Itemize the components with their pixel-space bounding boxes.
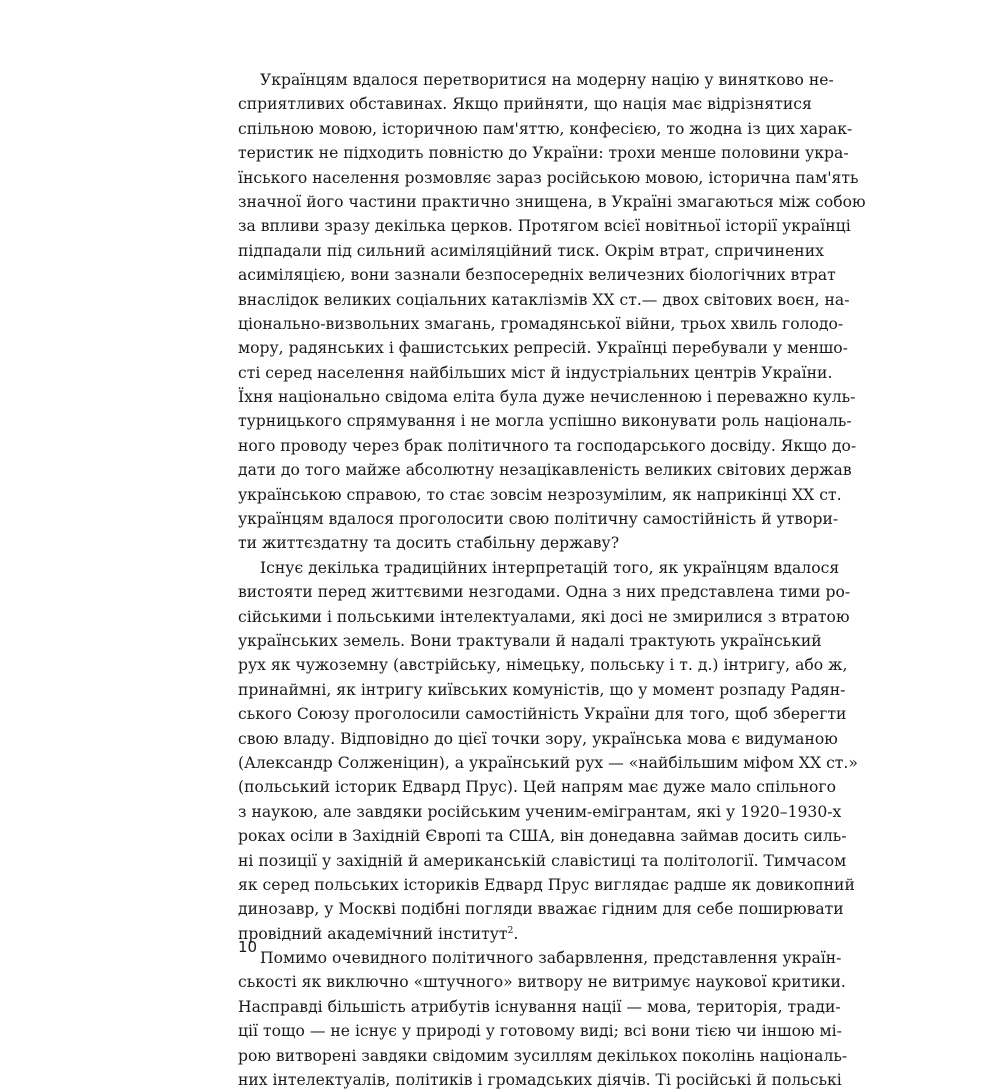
text-line: Існує декілька традиційних інтерпретацій того, як українцям вдалося [260, 558, 840, 577]
text-line: за впливи зразу декілька церков. Протягом всієї новітньої історії українці [238, 217, 851, 236]
text-line: українських земель. Вони трактували й надалі трактують український [238, 631, 822, 650]
text-line: (польський історик Едвард Прус). Цей напрям має дуже мало спільного [238, 778, 836, 797]
text-line: мору, радянських і фашистських репресій. Українці перебували у меншо- [238, 339, 848, 358]
text-line: їнського населення розмовляє зараз російською мовою, історична пам'ять [238, 168, 859, 187]
text-line: Насправді більшість атрибутів існування нації — мова, територія, тради- [238, 997, 841, 1016]
paragraph [238, 946, 848, 1092]
text-line: рух як чужоземну (австрійську, німецьку, польську і т. д.) інтригу, або ж, [238, 656, 848, 675]
text-line: Їхня національно свідома еліта була дуже нечисленною і переважно куль- [238, 388, 856, 407]
text-line: турницького спрямування і не могла успішно виконувати роль національ- [238, 412, 852, 431]
text-line: ції тощо — не існує у природі у готовому виді; всі вони тією чи іншою мі- [238, 1022, 842, 1041]
text-line: ського Союзу проголосили самостійність України для того, щоб зберегти [238, 705, 847, 724]
text-line: динозавр, у Москві подібні погляди вважає гідним для себе поширювати [238, 900, 844, 919]
text-line: ні позиції у західній й американській славістиці та політології. Тимчасом [238, 851, 847, 870]
text-line: свою владу. Відповідно до цієї точки зору, українська мова є видуманою [238, 729, 838, 748]
body-text [238, 68, 866, 1092]
text-line: сті серед населення найбільших міст й індустріальних центрів України. [238, 363, 833, 382]
text-line: значної його частини практично знищена, в Україні змагаються між собою [238, 192, 866, 211]
text-line: ти життєздатну та досить стабільну державу? [238, 534, 620, 553]
text-line: з наукою, але завдяки російським ученим-емігрантам, які у 1920–1930-х [238, 802, 842, 821]
text-line: спільною мовою, історичною пам'яттю, конфесією, то жодна із цих харак- [238, 119, 853, 138]
text-line: сійськими і польськими інтелектуалами, які досі не змирилися з втратою [238, 607, 850, 626]
footnote-reference[interactable]: 2 [507, 925, 514, 936]
text-line: українцям вдалося проголосити свою політичну самостійність й утвори- [238, 510, 839, 529]
text-line: сприятливих обставинах. Якщо прийняти, що нація має відрізнятися [238, 95, 812, 114]
text-line: Помимо очевидного політичного забарвлення, представлення україн- [260, 949, 842, 968]
text-line: вистояти перед життєвими незгодами. Одна з них представлена тими ро- [238, 583, 851, 602]
text-line: ного проводу через брак політичного та господарського досвіду. Якщо до- [238, 436, 857, 455]
text-line: провідний академічний інститут$^2$. [238, 924, 519, 943]
sentence-period: . [513, 924, 519, 943]
text-line: ціонально-визвольних змагань, громадянської війни, трьох хвиль голодо- [238, 314, 844, 333]
text-line: підпадали під сильний асиміляційний тиск. Окрім втрат, спричинених [238, 241, 824, 260]
paragraph [238, 68, 866, 556]
text-line: українською справою, то стає зовсім незрозумілим, як наприкінці XX ст. [238, 485, 842, 504]
text-line: асиміляцією, вони зазнали безпосередніх величезних біологічних втрат [238, 266, 836, 285]
text-line: них інтелектуалів, політиків і громадських діячів. Ті російські й польські [238, 1071, 842, 1090]
text-line: теристик не підходить повністю до України: трохи менше половини укра- [238, 144, 849, 163]
text-line: внаслідок великих соціальних катаклізмів XX ст.— двох світових воєн, на- [238, 290, 850, 309]
text-line: (Александр Солженіцин), а український рух — «найбільшим міфом XX ст.» [238, 753, 858, 772]
text-line: ськості як виключно «штучного» витвору не витримує наукової критики. [238, 973, 846, 992]
paragraph [238, 556, 858, 946]
text-line: принаймні, як інтригу київських комуністів, що у момент розпаду Радян- [238, 680, 846, 699]
text-line: Українцям вдалося перетворитися на модерну націю у винятково не- [260, 71, 834, 89]
text-line: роках осіли в Західній Європі та США, він донедавна займав досить силь- [238, 827, 847, 846]
page-number: 10 [238, 938, 258, 956]
text-line: рою витворені завдяки свідомим зусиллям декількох поколінь національ- [238, 1046, 848, 1065]
text-line: дати до того майже абсолютну незацікавленість великих світових держав [238, 461, 852, 480]
text-line: як серед польських істориків Едвард Прус виглядає радше як довикопний [238, 875, 855, 894]
